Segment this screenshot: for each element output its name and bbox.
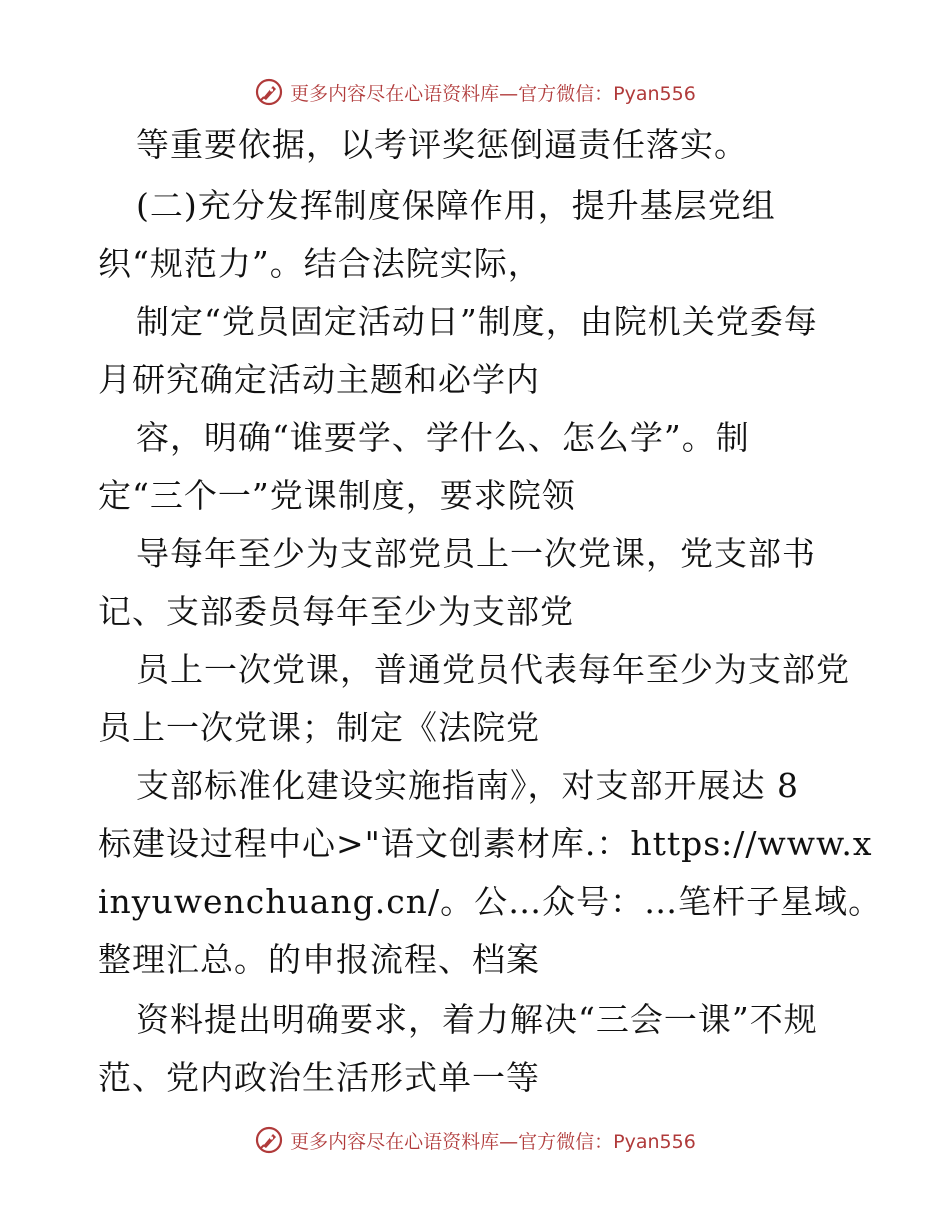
text-line: 范、党内政治生活形式单一等 [98,1058,540,1097]
pen-nib-logo-icon [254,77,284,107]
text-line: (二)充分发挥制度保障作用，提升基层党组 [136,186,776,225]
text-line: inyuwenchuang.cn/。公…众号：…笔杆子星域。 [98,882,883,921]
text-line: 支部标准化建设实施指南》，对支部开展达 8 [136,766,799,805]
text-line: 记、支部委员每年至少为支部党 [98,592,574,631]
text-line: 制定“党员固定活动日”制度，由院机关党委每 [136,302,818,341]
text-line: 员上一次党课；制定《法院党 [98,708,540,747]
text-line: 定“三个一”党课制度，要求院领 [98,476,576,515]
text-line: 织“规范力”。结合法院实际， [98,244,542,283]
header-watermark [0,72,950,112]
watermark-text: 更多内容尽在心语资料库—官方微信：Pyan556 [290,82,696,105]
text-line: 员上一次党课，普通党员代表每年至少为支部党 [136,650,850,689]
pen-nib-logo-icon [254,1125,284,1155]
text-line: 导每年至少为支部党员上一次党课，党支部书 [136,534,816,573]
footer-watermark [0,1120,950,1160]
text-line: 容，明确“谁要学、学什么、怎么学”。制 [136,418,750,457]
text-line: 整理汇总。的申报流程、档案 [98,940,540,979]
text-line: 等重要依据，以考评奖惩倒逼责任落实。 [136,125,748,164]
text-line: 资料提出明确要求，着力解决“三会一课”不规 [136,1000,818,1039]
text-line: 月研究确定活动主题和必学内 [98,360,540,399]
text-line: 标建设过程中心>"语文创素材库.：https://www.x [98,824,873,863]
watermark-text: 更多内容尽在心语资料库—官方微信：Pyan556 [290,1130,696,1153]
